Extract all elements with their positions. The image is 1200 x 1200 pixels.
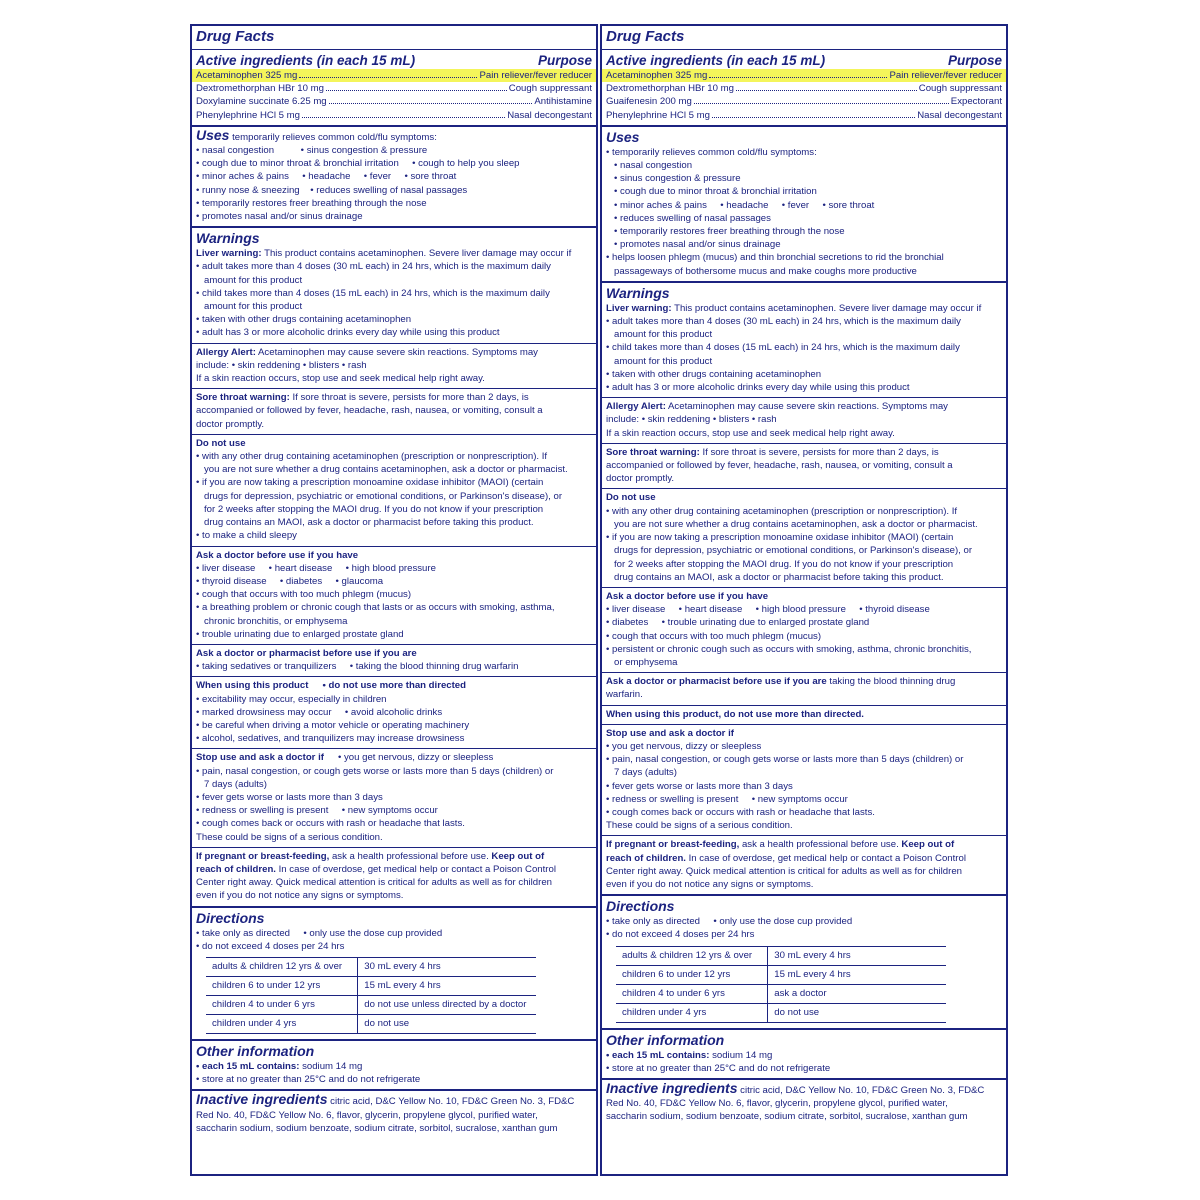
stop-use-heading: Stop use and ask a doctor if (196, 752, 324, 764)
warnings-heading: Warnings (606, 284, 670, 301)
text-line: • with any other drug containing acetaminophen (prescription or nonprescription). If (196, 451, 548, 463)
ask-doctor-list (606, 603, 1002, 669)
active-ingredients-header (196, 52, 592, 69)
text-line: • cough that occurs with too much phlegm (mucus) (606, 630, 822, 642)
dosage-row (616, 946, 946, 965)
pregnancy-label: If pregnant or breast-feeding, (606, 839, 740, 851)
pregnancy-label: If pregnant or breast-feeding, (196, 850, 330, 862)
other-info-text: sodium 14 mg (712, 1049, 773, 1061)
sore-throat-first: If sore throat is severe, persists for more than 2 days, is (702, 446, 939, 458)
dose-cell: 30 mL every 4 hrs (768, 946, 946, 965)
drug-facts-panel-left (190, 24, 598, 1176)
allergy-alert-label: Allergy Alert: (606, 401, 666, 413)
dose-cell: 15 mL every 4 hrs (768, 965, 946, 984)
text-line: saccharin sodium, sodium benzoate, sodium citrate, sorbitol, sucralose, xanthan gum (196, 1122, 558, 1134)
dose-cell: ask a doctor (768, 984, 946, 1003)
text-line: • marked drowsiness may occur • avoid alcoholic drinks (196, 706, 443, 718)
inactive-list (196, 1109, 592, 1135)
text-line: • adult has 3 or more alcoholic drinks every day while using this product (606, 382, 910, 394)
other-info-bold: • each 15 mL contains: (606, 1049, 710, 1061)
dot-leader (326, 90, 507, 91)
text-line: • minor aches & pains • headache • fever • sore throat (196, 171, 457, 183)
drug-facts-panel-right (600, 24, 1008, 1176)
other-information-heading: Other information (196, 1042, 315, 1059)
dose-cell: 30 mL every 4 hrs (358, 957, 536, 976)
sore-throat-line: accompanied or followed by fever, headache, rash, nausea, or vomiting, consult a (196, 405, 543, 417)
allergy-alert-section (602, 398, 1006, 444)
inactive-first: citric acid, D&C Yellow No. 10, FD&C Green No. 3, FD&C (330, 1096, 575, 1108)
overdose-first: In case of overdose, get medical help or contact a Poison Control (278, 863, 556, 875)
directions-heading: Directions (196, 909, 265, 926)
pregnancy-text: ask a health professional before use. (331, 850, 489, 862)
uses-intro: temporarily relieves common cold/flu symptoms: (232, 131, 437, 143)
ingredient-purpose: Cough suppressant (918, 83, 1002, 95)
text-line: • helps loosen phlegm (mucus) and thin bronchial secretions to rid the bronchial (606, 252, 944, 264)
when-using-heading: When using this product (196, 680, 309, 692)
dosage-row (206, 995, 536, 1014)
sore-throat-line: doctor promptly. (606, 473, 675, 485)
do-not-use-heading: Do not use (606, 492, 656, 504)
when-using-section (192, 677, 596, 749)
text-line: • child takes more than 4 doses (15 mL each) in 24 hrs, which is the maximum daily (196, 287, 550, 299)
panel-title: Drug Facts (606, 28, 685, 45)
text-line: or emphysema (606, 656, 678, 668)
overdose-line: even if you do not notice any signs or symptoms. (606, 878, 814, 890)
keep-out-label: Keep out of (491, 850, 545, 862)
text-line: • taken with other drugs containing acetaminophen (606, 368, 822, 380)
text-line: • taking sedatives or tranquilizers • taking the blood thinning drug warfarin (196, 661, 519, 673)
age-group-cell: children under 4 yrs (206, 1014, 358, 1033)
text-line: • adult takes more than 4 doses (30 mL each) in 24 hrs, which is the maximum daily (606, 316, 961, 328)
inactive-ingredients-section (602, 1080, 1006, 1127)
ask-doctor-heading: Ask a doctor before use if you have (606, 590, 769, 602)
text-line: • trouble urinating due to enlarged prostate gland (196, 628, 404, 640)
allergy-alert-line: If a skin reaction occurs, stop use and seek medical help right away. (196, 373, 485, 385)
ingredient-row (606, 109, 1002, 122)
ingredient-row (606, 82, 1002, 95)
purpose-heading: Purpose (537, 53, 592, 68)
sore-throat-section (602, 444, 1006, 490)
text-line: These could be signs of a serious condition. (606, 820, 793, 832)
liver-warning-text: This product contains acetaminophen. Severe liver damage may occur if (674, 302, 982, 314)
dosage-row (616, 1003, 946, 1022)
dosage-table (616, 946, 946, 1023)
stop-use-first: • you get nervous, dizzy or sleepless (337, 752, 494, 764)
other-info-text: sodium 14 mg (302, 1060, 363, 1072)
inactive-ingredients-section (192, 1091, 596, 1138)
stop-use-section (602, 725, 1006, 837)
active-ingredients-header (606, 52, 1002, 69)
text-line: you are not sure whether a drug contains acetaminophen, ask a doctor or pharmacist. (606, 518, 978, 530)
ingredient-list (606, 69, 1002, 122)
directions-section (192, 908, 596, 1041)
allergy-alert-label: Allergy Alert: (196, 346, 256, 358)
ingredient-name: Dextromethorphan HBr 10 mg (606, 83, 734, 95)
dot-leader (694, 103, 949, 104)
text-line: • do not exceed 4 doses per 24 hrs (606, 929, 755, 941)
text-line: • take only as directed • only use the dose cup provided (606, 916, 853, 928)
text-line: • you get nervous, dizzy or sleepless (606, 740, 762, 752)
sore-throat-first: If sore throat is severe, persists for more than 2 days, is (292, 392, 529, 404)
ingredient-name: Phenylephrine HCl 5 mg (606, 109, 710, 121)
when-using-list (196, 693, 592, 746)
allergy-alert-line: include: • skin reddening • blisters • rash (606, 414, 777, 426)
text-line: • thyroid disease • diabetes • glaucoma (196, 575, 384, 587)
other-information-heading: Other information (606, 1031, 725, 1048)
ask-pharmacist-section (192, 645, 596, 677)
do-not-use-heading: Do not use (196, 437, 246, 449)
text-line: drugs for depression, psychiatric or emotional conditions, or Parkinson's disease), or (196, 490, 563, 502)
directions-list (196, 927, 592, 953)
ask-doctor-section (602, 588, 1006, 673)
text-line: Red No. 40, FD&C Yellow No. 6, flavor, glycerin, propylene glycol, purified water, (196, 1109, 538, 1121)
text-line: drug contains an MAOI, ask a doctor or pharmacist before taking this product. (196, 517, 534, 529)
overdose-line: even if you do not notice any signs or symptoms. (196, 890, 404, 902)
text-line: Red No. 40, FD&C Yellow No. 6, flavor, glycerin, propylene glycol, purified water, (606, 1098, 948, 1110)
text-line: • cough comes back or occurs with rash or headache that lasts. (606, 806, 875, 818)
age-group-cell: children 6 to under 12 yrs (616, 965, 768, 984)
text-line: • runny nose & sneezing • reduces swelling of nasal passages (196, 184, 468, 196)
stop-use-list (606, 740, 1002, 832)
text-line: • adult has 3 or more alcoholic drinks every day while using this product (196, 327, 500, 339)
when-using-heading: When using this product, do not use more than directed. (606, 708, 864, 720)
liver-warning-label: Liver warning: (606, 302, 672, 314)
age-group-cell: children 4 to under 6 yrs (616, 984, 768, 1003)
text-line: These could be signs of a serious condition. (196, 831, 383, 843)
text-line: • nasal congestion (606, 160, 693, 172)
ingredient-purpose: Cough suppressant (508, 83, 592, 95)
text-line: you are not sure whether a drug contains acetaminophen, ask a doctor or pharmacist. (196, 464, 568, 476)
ask-pharmacist-list (606, 688, 1002, 701)
text-line: • fever gets worse or lasts more than 3 days (606, 780, 793, 792)
ingredient-name: Guaifenesin 200 mg (606, 96, 692, 108)
text-line: • excitability may occur, especially in children (196, 693, 387, 705)
text-line: amount for this product (196, 301, 303, 313)
do-not-use-section (602, 489, 1006, 587)
panel-title: Drug Facts (196, 28, 275, 45)
ingredient-name: Dextromethorphan HBr 10 mg (196, 83, 324, 95)
sore-throat-label: Sore throat warning: (196, 392, 290, 404)
ingredient-purpose: Nasal decongestant (917, 109, 1002, 121)
allergy-alert-line: include: • skin reddening • blisters • rash (196, 359, 367, 371)
directions-heading: Directions (606, 898, 675, 915)
liver-warning-section (192, 228, 596, 343)
dose-cell: do not use (768, 1003, 946, 1022)
text-line: • do not exceed 4 doses per 24 hrs (196, 940, 345, 952)
text-line: • be careful when driving a motor vehicle or operating machinery (196, 719, 470, 731)
ingredient-name: Doxylamine succinate 6.25 mg (196, 96, 327, 108)
ask-pharmacist-heading: Ask a doctor or pharmacist before use if you are (196, 647, 417, 659)
text-line: • with any other drug containing acetaminophen (prescription or nonprescription). If (606, 505, 958, 517)
text-line: drugs for depression, psychiatric or emotional conditions, or Parkinson's disease), or (606, 545, 973, 557)
text-line: • a breathing problem or chronic cough that lasts or as occurs with smoking, asthma, (196, 602, 555, 614)
uses-list (606, 146, 1002, 278)
text-line: • cough due to minor throat & bronchial irritation (606, 186, 817, 198)
warnings-heading: Warnings (196, 230, 260, 247)
age-group-cell: children 4 to under 6 yrs (206, 995, 358, 1014)
text-line: passageways of bothersome mucus and make coughs more productive (606, 265, 917, 277)
stop-use-section (192, 749, 596, 847)
inactive-ingredients-heading: Inactive ingredients (606, 1081, 738, 1096)
stop-use-list (196, 765, 592, 844)
text-line: amount for this product (196, 274, 303, 286)
dosage-row (616, 965, 946, 984)
text-line: drug contains an MAOI, ask a doctor or pharmacist before taking this product. (606, 571, 944, 583)
active-ingredients-heading: Active ingredients (in each 15 mL) (196, 53, 416, 68)
pregnancy-text: ask a health professional before use. (741, 839, 899, 851)
liver-warning-text: This product contains acetaminophen. Severe liver damage may occur if (264, 248, 572, 260)
text-line: • if you are now taking a prescription monoamine oxidase inhibitor (MAOI) (certain (606, 532, 954, 544)
text-line: • child takes more than 4 doses (15 mL each) in 24 hrs, which is the maximum daily (606, 342, 960, 354)
overdose-first: In case of overdose, get medical help or contact a Poison Control (688, 852, 966, 864)
dosage-table (206, 957, 536, 1034)
keep-out-label-2: reach of children. (606, 852, 686, 864)
ask-doctor-section (192, 547, 596, 645)
uses-heading: Uses (606, 128, 640, 145)
ingredient-row (196, 95, 592, 108)
title-section (602, 26, 1006, 50)
text-line: • cough that occurs with too much phlegm (mucus) (196, 589, 412, 601)
dose-cell: do not use unless directed by a doctor (358, 995, 536, 1014)
text-line: • liver disease • heart disease • high blood pressure • thyroid disease (606, 604, 930, 616)
ingredient-name: Acetaminophen 325 mg (606, 70, 708, 81)
uses-section (602, 127, 1006, 283)
purpose-heading: Purpose (947, 53, 1002, 68)
title-section (192, 26, 596, 50)
ask-doctor-list (196, 562, 592, 641)
text-line: • cough due to minor throat & bronchial irritation • cough to help you sleep (196, 158, 520, 170)
text-line: amount for this product (606, 329, 713, 341)
text-line: • pain, nasal congestion, or cough gets worse or lasts more than 5 days (children) or (606, 754, 964, 766)
uses-list (196, 144, 592, 223)
liver-warning-list (606, 315, 1002, 394)
text-line: • temporarily relieves common cold/flu symptoms: (606, 146, 817, 158)
other-information-section (192, 1041, 596, 1091)
ingredient-purpose: Antihistamine (534, 96, 592, 108)
text-line: • sinus congestion & pressure (606, 173, 741, 185)
text-line: • adult takes more than 4 doses (30 mL each) in 24 hrs, which is the maximum daily (196, 261, 551, 273)
text-line: 7 days (adults) (606, 767, 677, 779)
stop-use-heading: Stop use and ask a doctor if (606, 727, 734, 739)
other-info-list (606, 1062, 1002, 1075)
text-line: • redness or swelling is present • new symptoms occur (196, 805, 438, 817)
text-line: • take only as directed • only use the dose cup provided (196, 927, 443, 939)
allergy-alert-section (192, 344, 596, 390)
active-ingredients-section (602, 50, 1006, 127)
text-line: • temporarily restores freer breathing through the nose (606, 226, 845, 238)
keep-out-label: Keep out of (901, 839, 955, 851)
allergy-alert-first: Acetaminophen may cause severe skin reactions. Symptoms may (668, 401, 948, 413)
text-line: • to make a child sleepy (196, 530, 297, 542)
text-line: • cough comes back or occurs with rash or headache that lasts. (196, 818, 465, 830)
age-group-cell: children under 4 yrs (616, 1003, 768, 1022)
ingredient-row (602, 69, 1006, 82)
text-line: chronic bronchitis, or emphysema (196, 615, 348, 627)
age-group-cell: adults & children 12 yrs & over (206, 957, 358, 976)
overdose-line: Center right away. Quick medical attention is critical for adults as well as for children (196, 877, 553, 889)
ask-pharmacist-section (602, 673, 1006, 705)
text-line: • alcohol, sedatives, and tranquilizers may increase drowsiness (196, 733, 465, 745)
age-group-cell: children 6 to under 12 yrs (206, 976, 358, 995)
directions-list (606, 915, 1002, 941)
liver-warning-label: Liver warning: (196, 248, 262, 260)
dot-leader (329, 103, 533, 104)
when-using-section (602, 706, 1006, 725)
text-line: warfarin. (606, 689, 643, 701)
inactive-first: citric acid, D&C Yellow No. 10, FD&C Green No. 3, FD&C (740, 1084, 985, 1096)
text-line: • minor aches & pains • headache • fever • sore throat (606, 199, 875, 211)
text-line: • pain, nasal congestion, or cough gets worse or lasts more than 5 days (children) or (196, 765, 554, 777)
ingredient-row (606, 95, 1002, 108)
text-line: • store at no greater than 25°C and do not refrigerate (606, 1062, 831, 1074)
dosage-row (206, 1014, 536, 1033)
inactive-list (606, 1097, 1002, 1123)
text-line: 7 days (adults) (196, 778, 267, 790)
sore-throat-label: Sore throat warning: (606, 446, 700, 458)
dot-leader (736, 90, 917, 91)
keep-out-label-2: reach of children. (196, 863, 276, 875)
dot-leader (712, 117, 915, 118)
uses-section (192, 127, 596, 228)
dot-leader (302, 117, 505, 118)
pregnancy-section (192, 848, 596, 908)
sore-throat-line: accompanied or followed by fever, headache, rash, nausea, or vomiting, consult a (606, 460, 953, 472)
ask-pharmacist-list (196, 660, 592, 673)
text-line: saccharin sodium, sodium benzoate, sodium citrate, sorbitol, sucralose, xanthan gum (606, 1111, 968, 1123)
text-line: • promotes nasal and/or sinus drainage (606, 239, 781, 251)
text-line: • if you are now taking a prescription monoamine oxidase inhibitor (MAOI) (certain (196, 477, 544, 489)
ingredient-list (196, 69, 592, 122)
text-line: • persistent or chronic cough such as occurs with smoking, asthma, chronic bronchitis, (606, 643, 972, 655)
other-information-section (602, 1030, 1006, 1080)
active-ingredients-section (192, 50, 596, 127)
ask-pharmacist-text: taking the blood thinning drug (829, 676, 956, 688)
ask-pharmacist-heading: Ask a doctor or pharmacist before use if you are (606, 676, 827, 688)
liver-warning-list (196, 260, 592, 339)
text-line: for 2 weeks after stopping the MAOI drug. If you do not know if your prescription (196, 503, 544, 515)
do-not-use-list (196, 450, 592, 542)
active-ingredients-heading: Active ingredients (in each 15 mL) (606, 53, 826, 68)
do-not-use-section (192, 435, 596, 547)
ingredient-row (196, 109, 592, 122)
uses-heading: Uses (196, 126, 230, 143)
text-line: • diabetes • trouble urinating due to enlarged prostate gland (606, 617, 870, 629)
liver-warning-section (602, 283, 1006, 398)
other-info-bold: • each 15 mL contains: (196, 1060, 300, 1072)
text-line: • fever gets worse or lasts more than 3 days (196, 791, 383, 803)
ingredient-purpose: Pain reliever/fever reducer (889, 70, 1002, 81)
directions-section (602, 896, 1006, 1029)
text-line: amount for this product (606, 355, 713, 367)
sore-throat-section (192, 389, 596, 435)
text-line: • reduces swelling of nasal passages (606, 212, 771, 224)
ingredient-purpose: Expectorant (950, 96, 1002, 108)
ingredient-purpose: Pain reliever/fever reducer (479, 70, 592, 81)
text-line: • store at no greater than 25°C and do not refrigerate (196, 1074, 421, 1086)
do-not-use-list (606, 505, 1002, 584)
ingredient-purpose: Nasal decongestant (507, 109, 592, 121)
sore-throat-line: doctor promptly. (196, 418, 265, 430)
ingredient-row (196, 82, 592, 95)
age-group-cell: adults & children 12 yrs & over (616, 946, 768, 965)
inactive-ingredients-heading: Inactive ingredients (196, 1093, 328, 1108)
when-using-bold: • do not use more than directed (322, 680, 467, 692)
dose-cell: do not use (358, 1014, 536, 1033)
text-line: • taken with other drugs containing acetaminophen (196, 314, 412, 326)
dot-leader (299, 77, 477, 78)
text-line: • promotes nasal and/or sinus drainage (196, 211, 363, 223)
ingredient-name: Phenylephrine HCl 5 mg (196, 109, 300, 121)
dosage-row (206, 976, 536, 995)
allergy-alert-line: If a skin reaction occurs, stop use and seek medical help right away. (606, 427, 895, 439)
dosage-row (206, 957, 536, 976)
text-line: • nasal congestion • sinus congestion & pressure (196, 145, 428, 157)
pregnancy-section (602, 836, 1006, 896)
allergy-alert-first: Acetaminophen may cause severe skin reactions. Symptoms may (258, 346, 538, 358)
text-line: for 2 weeks after stopping the MAOI drug. If you do not know if your prescription (606, 558, 954, 570)
ingredient-row (192, 69, 596, 82)
ingredient-name: Acetaminophen 325 mg (196, 70, 298, 81)
text-line: • redness or swelling is present • new symptoms occur (606, 793, 848, 805)
overdose-line: Center right away. Quick medical attention is critical for adults as well as for children (606, 865, 963, 877)
dosage-row (616, 984, 946, 1003)
dose-cell: 15 mL every 4 hrs (358, 976, 536, 995)
text-line: • temporarily restores freer breathing through the nose (196, 197, 427, 209)
ask-doctor-heading: Ask a doctor before use if you have (196, 549, 359, 561)
text-line: • liver disease • heart disease • high blood pressure (196, 562, 436, 574)
dot-leader (709, 77, 887, 78)
other-info-list (196, 1073, 592, 1086)
